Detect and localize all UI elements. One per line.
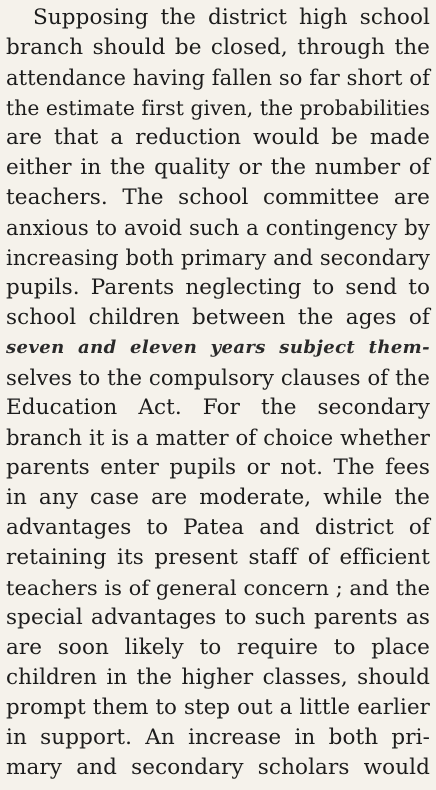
text-line: advantages to Patea and district of bbox=[6, 515, 430, 540]
text-line: are soon likely to require to place bbox=[6, 635, 430, 660]
text-line-emphasized: seven and eleven years subject them- bbox=[6, 337, 430, 358]
text-line: prompt them to step out a little earlier bbox=[6, 695, 430, 720]
text-line: mary and secondary scholars would bbox=[6, 755, 430, 780]
text-line: in any case are moderate, while the bbox=[6, 485, 430, 510]
text-line: school children between the ages of bbox=[6, 305, 430, 330]
text-line: the estimate first given, the probabilities bbox=[6, 96, 430, 120]
text-line: either in the quality or the number of bbox=[6, 155, 430, 180]
text-line: parents enter pupils or not. The fees bbox=[6, 455, 430, 480]
text-line: anxious to avoid such a contingency by bbox=[6, 215, 430, 240]
text-line: increasing both primary and secondary bbox=[6, 245, 430, 270]
text-line: selves to the compulsory clauses of the bbox=[6, 365, 430, 390]
text-line: children in the higher classes, should bbox=[6, 665, 430, 690]
text-line: Supposing the district high school bbox=[33, 5, 430, 30]
text-line: Education Act. For the secondary bbox=[6, 395, 430, 420]
text-line: teachers. The school committee are bbox=[6, 185, 430, 210]
text-line: teachers is of general concern ; and the bbox=[6, 576, 430, 600]
text-line: branch should be closed, through the bbox=[6, 35, 430, 60]
text-line: are that a reduction would be made bbox=[6, 125, 430, 150]
text-line: retaining its present staff of efficient bbox=[6, 545, 430, 570]
text-line: special advantages to such parents as bbox=[6, 605, 430, 630]
text-line: pupils. Parents neglecting to send to bbox=[6, 275, 430, 300]
text-line: attendance having fallen so far short of bbox=[6, 66, 430, 90]
text-line: branch it is a matter of choice whether bbox=[6, 425, 430, 450]
text-line: in support. An increase in both pri- bbox=[6, 725, 430, 750]
